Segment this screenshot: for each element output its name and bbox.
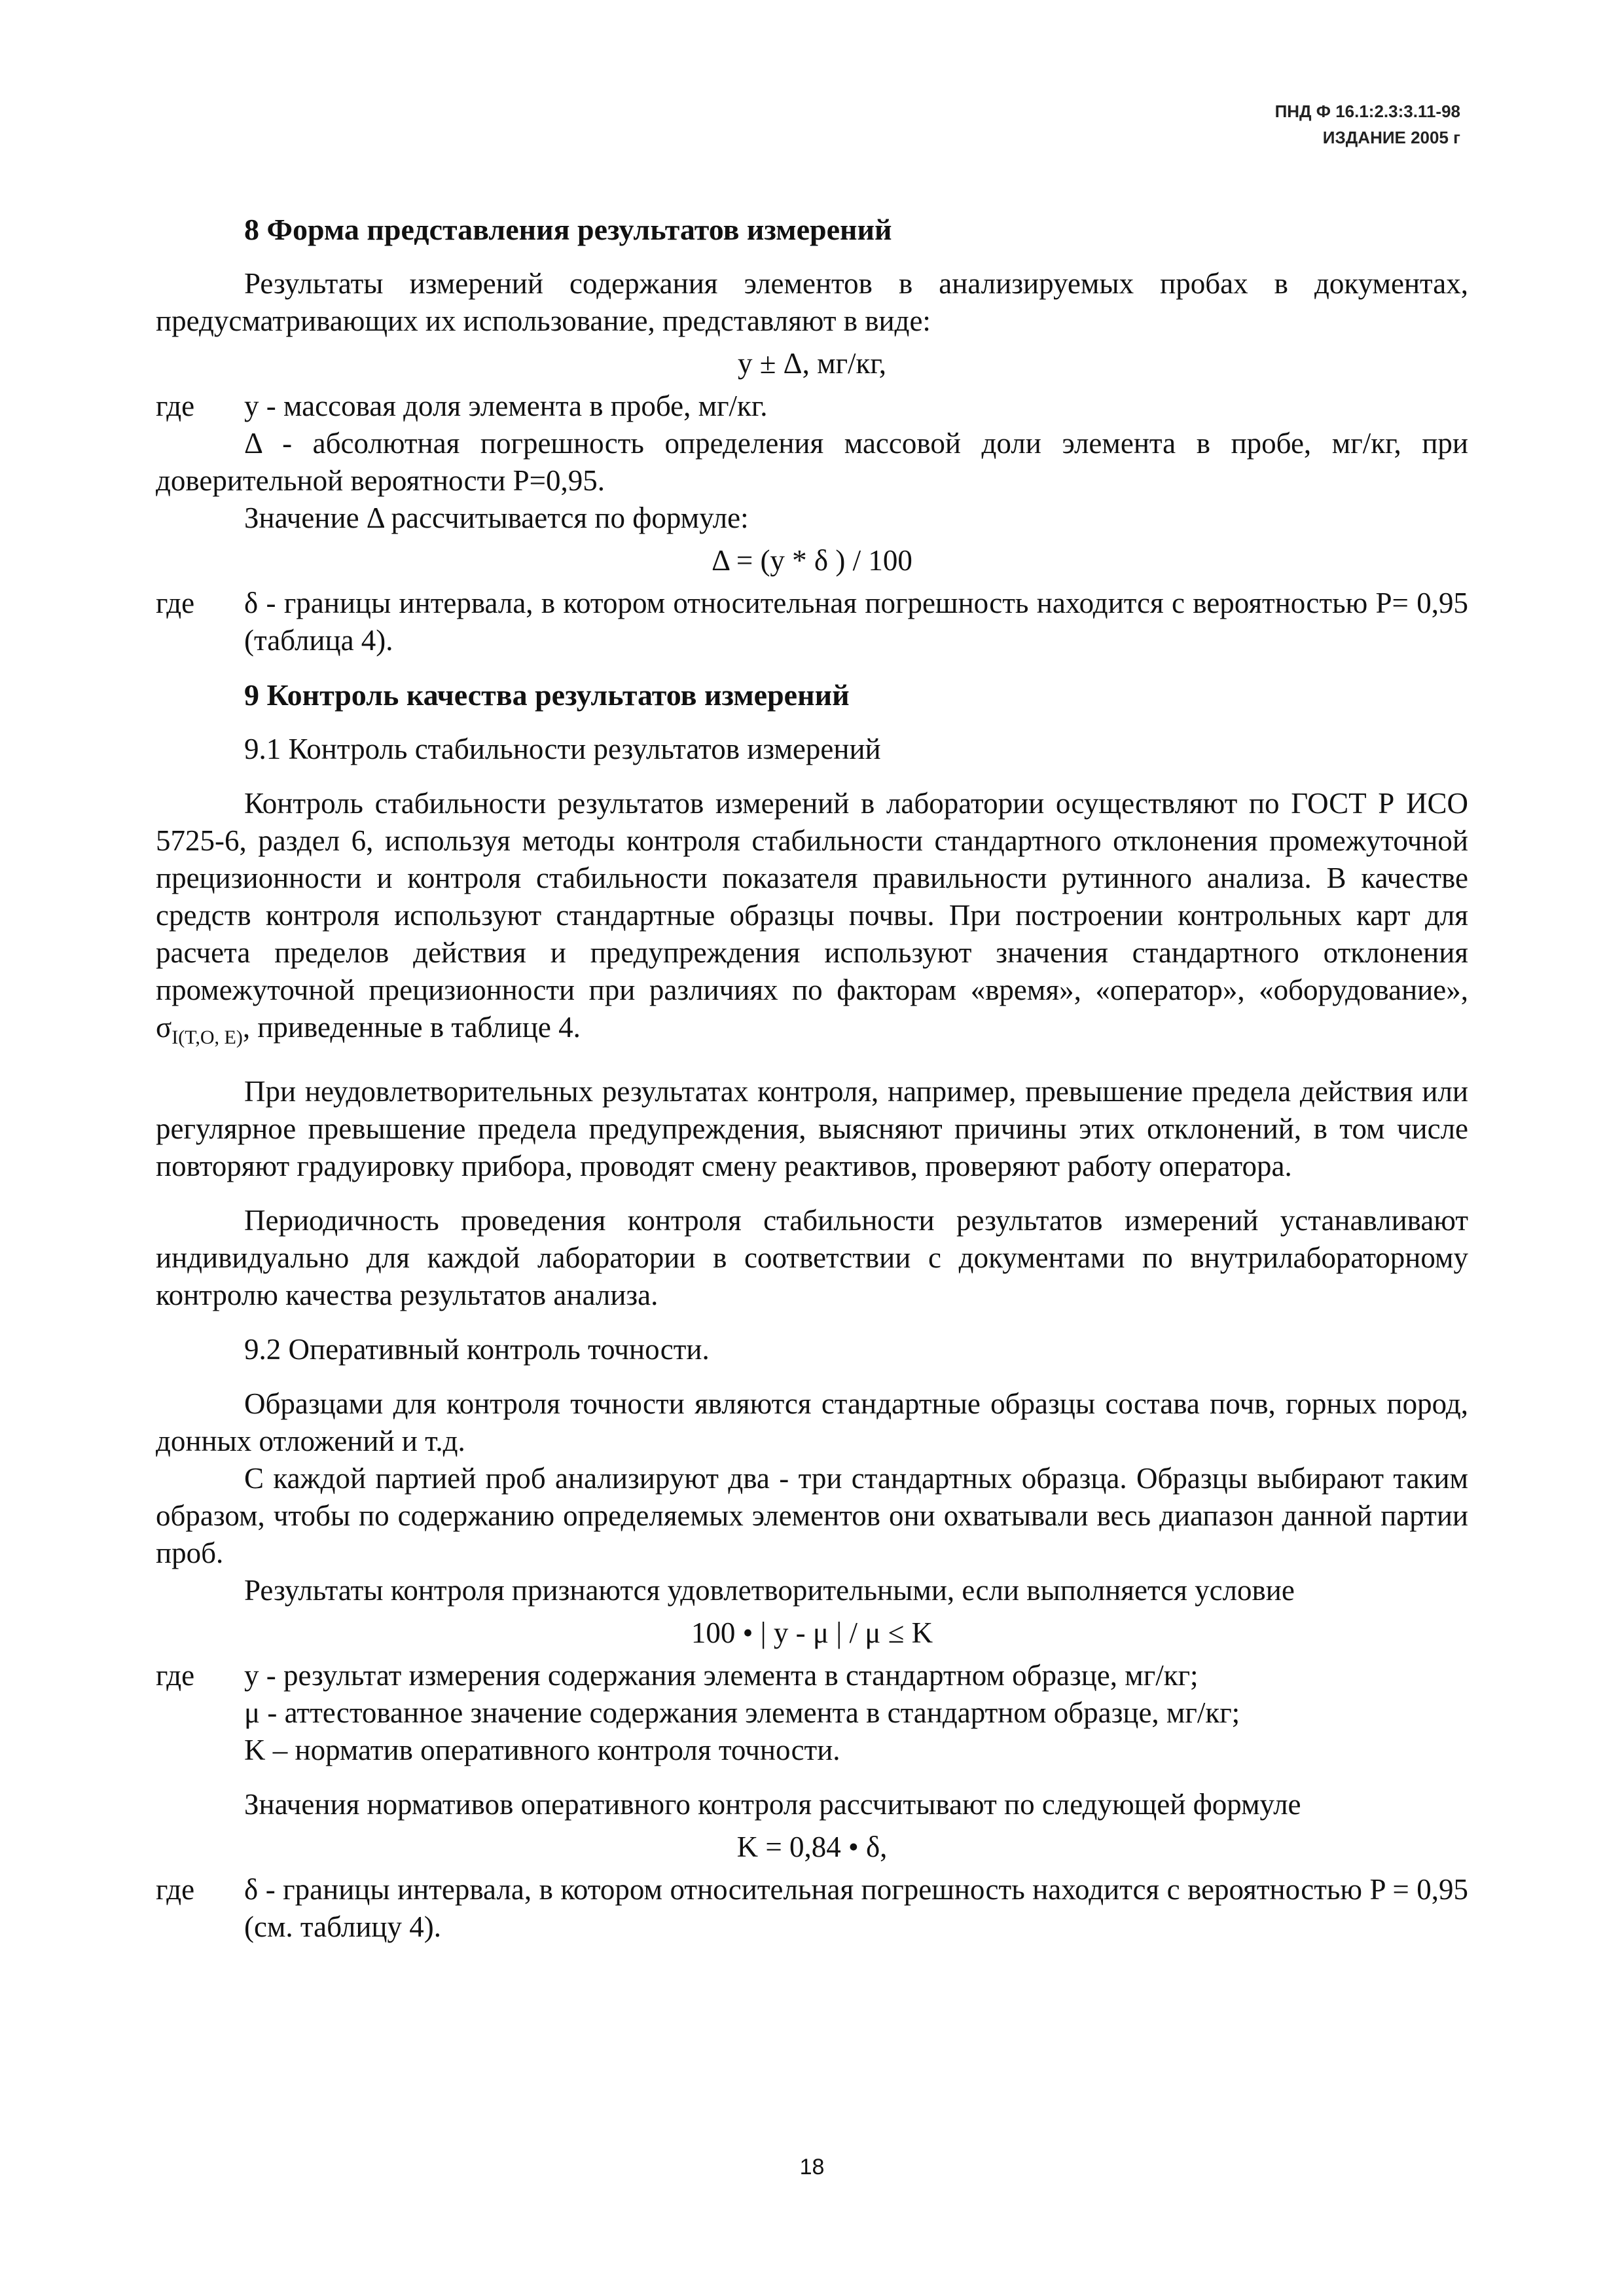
section-9-paragraph-3: Периодичность проведения контроля стабильности результатов измерений устанавливают индивидуально для каждой лаборатории в соответствии с документами по внутрилабораторному контролю качества результатов анализа. <box>156 1204 1468 1311</box>
subsection-9-2-title: 9.2 Оперативный контроль точности. <box>244 1333 710 1366</box>
where-label: где <box>156 1873 195 1906</box>
page-content <box>156 196 1468 1946</box>
section-8-paragraph-1: Результаты измерений содержания элементов в анализируемых пробах в документах, предусматривающих их использование, представляют в виде: <box>156 267 1468 337</box>
formula-control-condition: 100 • | y - μ | / μ ≤ K <box>691 1616 933 1649</box>
subsection-9-1-title: 9.1 Контроль стабильности результатов измерений <box>244 733 881 765</box>
definition-y <box>156 388 1468 425</box>
document-header <box>1275 98 1460 151</box>
definition-delta2-text: δ - границы интервала, в котором относительная погрешность находится с вероятностью P= 0,95 (таблица 4). <box>244 587 1468 657</box>
definition-delta: Δ - абсолютная погрешность определения массовой доли элемента в пробе, мг/кг, при доверительной вероятности P=0,95. <box>156 427 1468 497</box>
definition-delta2 <box>156 585 1468 659</box>
section-8-paragraph-2: Значение Δ рассчитывается по формуле: <box>244 501 749 534</box>
sigma-subscript: I(T,O, E) <box>171 1027 243 1048</box>
where-label: где <box>156 587 195 619</box>
definition-delta-control-text: δ - границы интервала, в котором относительная погрешность находится с вероятностью P = 0,95 (см. таблицу 4). <box>244 1873 1468 1943</box>
formula-result-format: y ± Δ, мг/кг, <box>737 347 887 380</box>
section-9-paragraph-1 <box>156 785 1468 1056</box>
definition-y-control <box>156 1657 1468 1694</box>
definition-y-text: y - массовая доля элемента в пробе, мг/кг. <box>244 390 768 422</box>
paragraph-1-main-text: Контроль стабильности результатов измерений в лаборатории осуществляют по ГОСТ Р ИСО 5725-6, раздел 6, используя методы контроля стабильности стандартного отклонения промежуточной прецизионности и контроля стабильности показателя правильности рутинного анализа. В качестве средств контроля используют стандартные образцы почвы. При построении контрольных карт для расчета пределов действия и предупреждения используют значения стандартного отклонения промежуточной прецизионности при различиях по факторам «время», «оператор», «оборудование», σ <box>156 787 1468 1044</box>
definition-y-control-text: y - результат измерения содержания элемента в стандартном образце, мг/кг; <box>244 1659 1199 1692</box>
section-9-paragraph-6: Результаты контроля признаются удовлетворительными, если выполняется условие <box>244 1574 1295 1607</box>
section-8-title: 8 Форма представления результатов измерений <box>244 213 892 246</box>
paragraph-1-end-text: , приведенные в таблице 4. <box>242 1011 581 1044</box>
edition-label: ИЗДАНИЕ 2005 г <box>1322 128 1460 147</box>
formula-delta: Δ = (y * δ ) / 100 <box>712 544 912 577</box>
page-number: 18 <box>799 2155 825 2179</box>
section-9-paragraph-2: При неудовлетворительных результатах контроля, например, превышение предела действия или регулярное превышение предела предупреждения, выясняют причины этих отклонений, в том числе повторяют градуировку прибора, проводят смену реактивов, проверяют работу оператора. <box>156 1075 1468 1182</box>
section-9-paragraph-4: Образцами для контроля точности являются стандартные образцы состава почв, горных пород, донных отложений и т.д. <box>156 1387 1468 1457</box>
doc-code: ПНД Ф 16.1:2.3:3.11-98 <box>1274 101 1460 121</box>
section-9-paragraph-5: С каждой партией проб анализируют два - три стандартных образца. Образцы выбирают таким образом, чтобы по содержанию определяемых элементов они охватывали весь диапазон данной партии проб. <box>156 1462 1468 1569</box>
formula-k: K = 0,84 • δ, <box>736 1831 888 1863</box>
section-9-paragraph-7: Значения нормативов оперативного контроля рассчитывают по следующей формуле <box>244 1788 1301 1821</box>
where-label: где <box>156 390 195 422</box>
where-label: где <box>156 1659 195 1692</box>
definition-k: K – норматив оперативного контроля точности. <box>244 1734 840 1766</box>
definition-delta-control <box>156 1871 1468 1946</box>
definition-mu: μ - аттестованное значение содержания элемента в стандартном образце, мг/кг; <box>244 1696 1240 1729</box>
section-9-title: 9 Контроль качества результатов измерений <box>244 678 850 712</box>
